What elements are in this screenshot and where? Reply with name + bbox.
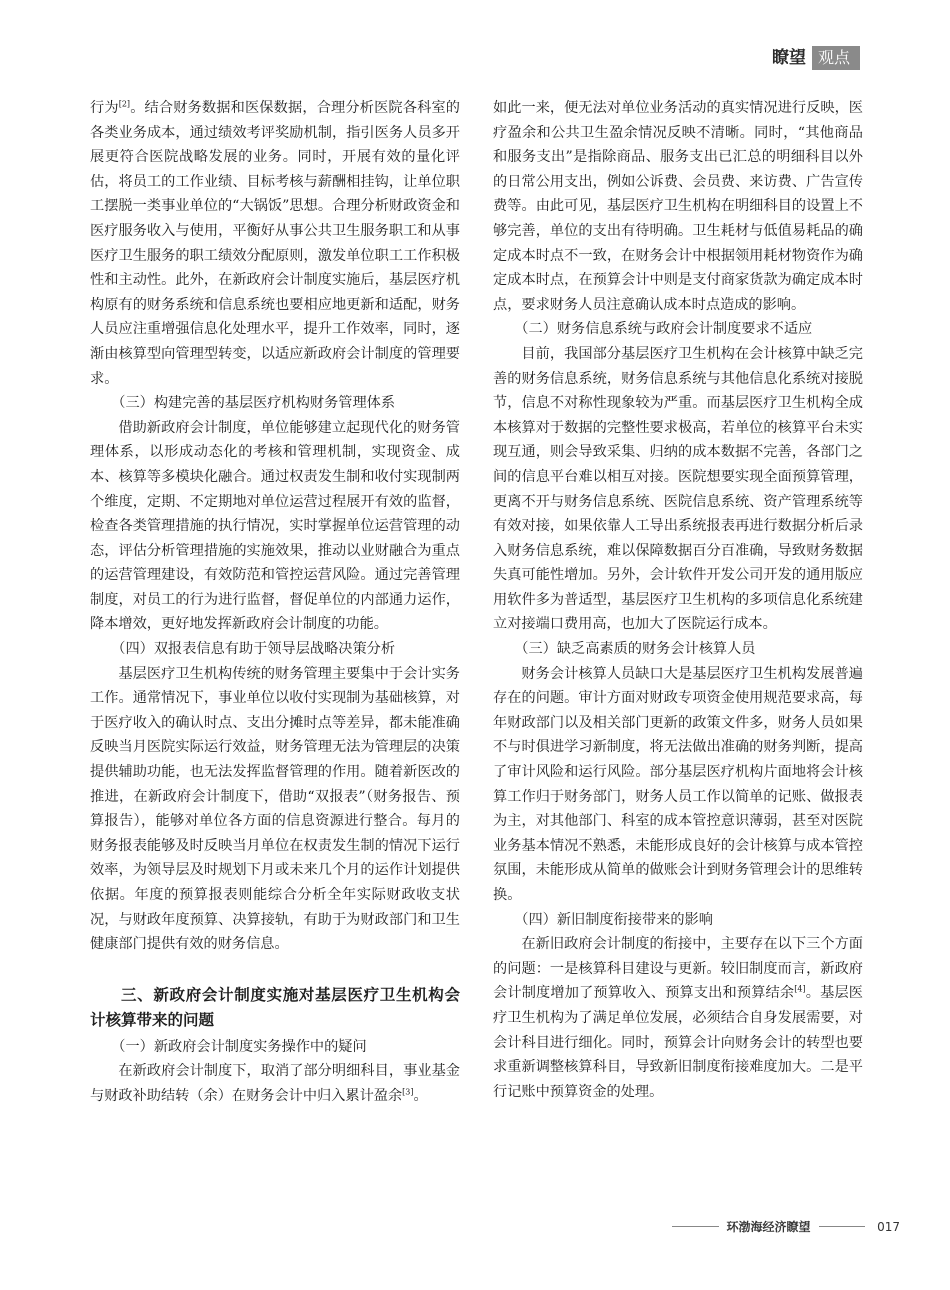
paragraph-text: 在新政府会计制度下，取消了部分明细科目，事业基金与财政补助结转（余）在财务会计中归入累计盈余 — [90, 1063, 460, 1104]
citation-ref: [3] — [402, 1087, 414, 1097]
subheading: （二）财务信息系统与政府会计制度要求不适应 — [514, 321, 813, 338]
page-header — [772, 46, 860, 70]
paragraph: 借助新政府会计制度，单位能够建立起现代化的财务管理体系，以形成动态化的考核和管理机制，实现资金、成本、核算等多模块化融合。通过权责发生制和收付实现制两个维度，定期、不定期地对单位运营过程展开有效的监督，检查各类管理措施的执行情况，实时掌握单位运营管理的动态，评估分析管理措施的实施效果，推动以业财融合为重点的运营管理建设，有效防范和管控运营风险。通过完善管理制度，对员工的行为进行监督，督促单位的内部通力运作，降本增效，更好地发挥新政府会计制度的功能。 — [90, 419, 460, 633]
section-heading: 三、新政府会计制度实施对基层医疗卫生机构会计核算带来的问题 — [90, 985, 460, 1029]
paragraph — [493, 932, 863, 1104]
magazine-brand: 瞭望 — [771, 48, 806, 68]
paragraph — [90, 1059, 460, 1108]
paragraph-text: 。结合财务数据和医保数据，合理分析医院各科室的各类业务成本，通过绩效考评奖励机制，指引医务人员多开展更符合医院战略发展的业务。同时，开展有效的量化评估，将员工的工作业绩、目标考核与薪酬相挂钩，让单位职工摆脱一类事业单位的“大锅饭”思想。合理分析财政资金和医疗服务收入与使用，平衡好从事公共卫生服务职工和从事医疗卫生服务的职工绩效分配原则，激发单位职工工作积极性和主动性。此外，在新政府会计制度实施后，基层医疗机构原有的财务系统和信息系统也要相应地更新和适配，财务人员应注重增强信息化处理水平，提升工作效率，同时，逐渐由核算型向管理型转变，以适应新政府会计制度的管理要求。 — [90, 100, 460, 387]
left-column — [90, 96, 460, 1109]
page-number: 017 — [877, 1219, 901, 1234]
footer-magazine-name: 环渤海经济瞭望 — [726, 1220, 811, 1234]
paragraph: 基层医疗卫生机构传统的财务管理主要集中于会计实务工作。通常情况下，事业单位以收付实现制为基础核算，对于医疗收入的确认时点、支出分摊时点等差异，都未能准确反映当月医院实际运行效益，财务管理无法为管理层的决策提供辅助功能，也无法发挥监督管理的作用。随着新医改的推进，在新政府会计制度下，借助“双报表”（财务报告、预算报告），能够对单位各方面的信息资源进行整合。每月的财务报表能够及时反映当月单位在权责发生制的情况下运行效率，为领导层及时规划下月或未来几个月的运作计划提供依据。年度的预算报表则能综合分析全年实际财政收支状况，与财政年度预算、决算接轨，有助于为财政部门和卫生健康部门提供有效的财务信息。 — [90, 665, 460, 953]
paragraph: 目前，我国部分基层医疗卫生机构在会计核算中缺乏完善的财务信息系统，财务信息系统与其他信息化系统对接脱节，信息不对称性现象较为严重。而基层医疗卫生机构全成本核算对于数据的完整性要求极高，若单位的核算平台未实现互通，则会导致采集、归纳的成本数据不完善，各部门之间的信息平台难以相互对接。医院想要实现全面预算管理，更离不开与财务信息系统、医院信息系统、资产管理系统等有效对接，如果依靠人工导出系统报表再进行数据分析后录入财务信息系统，难以保障数据百分百准确，导致财务数据失真可能性增加。另外，会计软件开发公司开发的通用版应用软件多为普适型，基层医疗卫生机构的多项信息化系统建立对接端口费用高，也加大了医院运行成本。 — [493, 345, 863, 633]
right-column — [493, 96, 863, 1104]
footer-rule — [672, 1226, 719, 1227]
paragraph: 如此一来，便无法对单位业务活动的真实情况进行反映，医疗盈余和公共卫生盈余情况反映不清晰。同时，“其他商品和服务支出”是指除商品、服务支出已汇总的明细科目以外的日常公用支出，例如公诉费、会员费、来访费、广告宣传费等。由此可见，基层医疗卫生机构在明细科目的设置上不够完善，单位的支出有待明确。卫生耗材与低值易耗品的确定成本时点不一致，在财务会计中根据领用耗材物资作为确定成本时点，在预算会计中则是支付商家货款为确定成本时点，要求财务人员注意确认成本时点造成的影响。 — [493, 100, 863, 313]
subheading: （一）新政府会计制度实务操作中的疑问 — [111, 1038, 367, 1055]
paragraph: 财务会计核算人员缺口大是基层医疗卫生机构发展普遍存在的问题。审计方面对财政专项资金使用规范要求高，每年财政部门以及相关部门更新的政策文件多，财务人员如果不与时俱进学习新制度，将无法做出准确的财务判断，提高了审计风险和运行风险。部分基层医疗机构片面地将会计核算工作归于财务部门，财务人员工作以简单的记账、做报表为主，对其他部门、科室的成本管控意识薄弱，甚至对医院业务基本情况不熟悉，未能形成良好的会计核算与成本管控氛围，未能形成从简单的做账会计到财务管理会计的思维转换。 — [493, 665, 863, 903]
citation-ref: [4] — [794, 984, 806, 994]
section-label: 观点 — [812, 46, 860, 70]
subheading: （四）双报表信息有助于领导层战略决策分析 — [111, 641, 396, 658]
subheading: （三）构建完善的基层医疗机构财务管理体系 — [111, 395, 396, 412]
page-footer — [672, 1218, 900, 1235]
citation-ref: [2] — [118, 99, 131, 109]
subheading: （三）缺乏高素质的财务会计核算人员 — [514, 641, 756, 658]
paragraph-text: 。 — [413, 1087, 428, 1104]
paragraph-text: 。基层医疗卫生机构为了满足单位发展，必须结合自身发展需要，对会计科目进行细化。同时，预算会计向财务会计的转型也要求重新调整核算科目，导致新旧制度衔接难度加大。二是平行记账中预算资金的处理。 — [493, 985, 863, 1100]
paragraph — [90, 96, 460, 391]
subheading: （四）新旧制度衔接带来的影响 — [514, 911, 713, 928]
paragraph-text: 在新旧政府会计制度的衔接中，主要存在以下三个方面的问题：一是核算科目建设与更新。较旧制度而言，新政府会计制度增加了预算收入、预算支出和预算结余 — [493, 936, 863, 1002]
footer-rule — [819, 1226, 866, 1227]
paragraph-text: 行为 — [90, 100, 119, 116]
